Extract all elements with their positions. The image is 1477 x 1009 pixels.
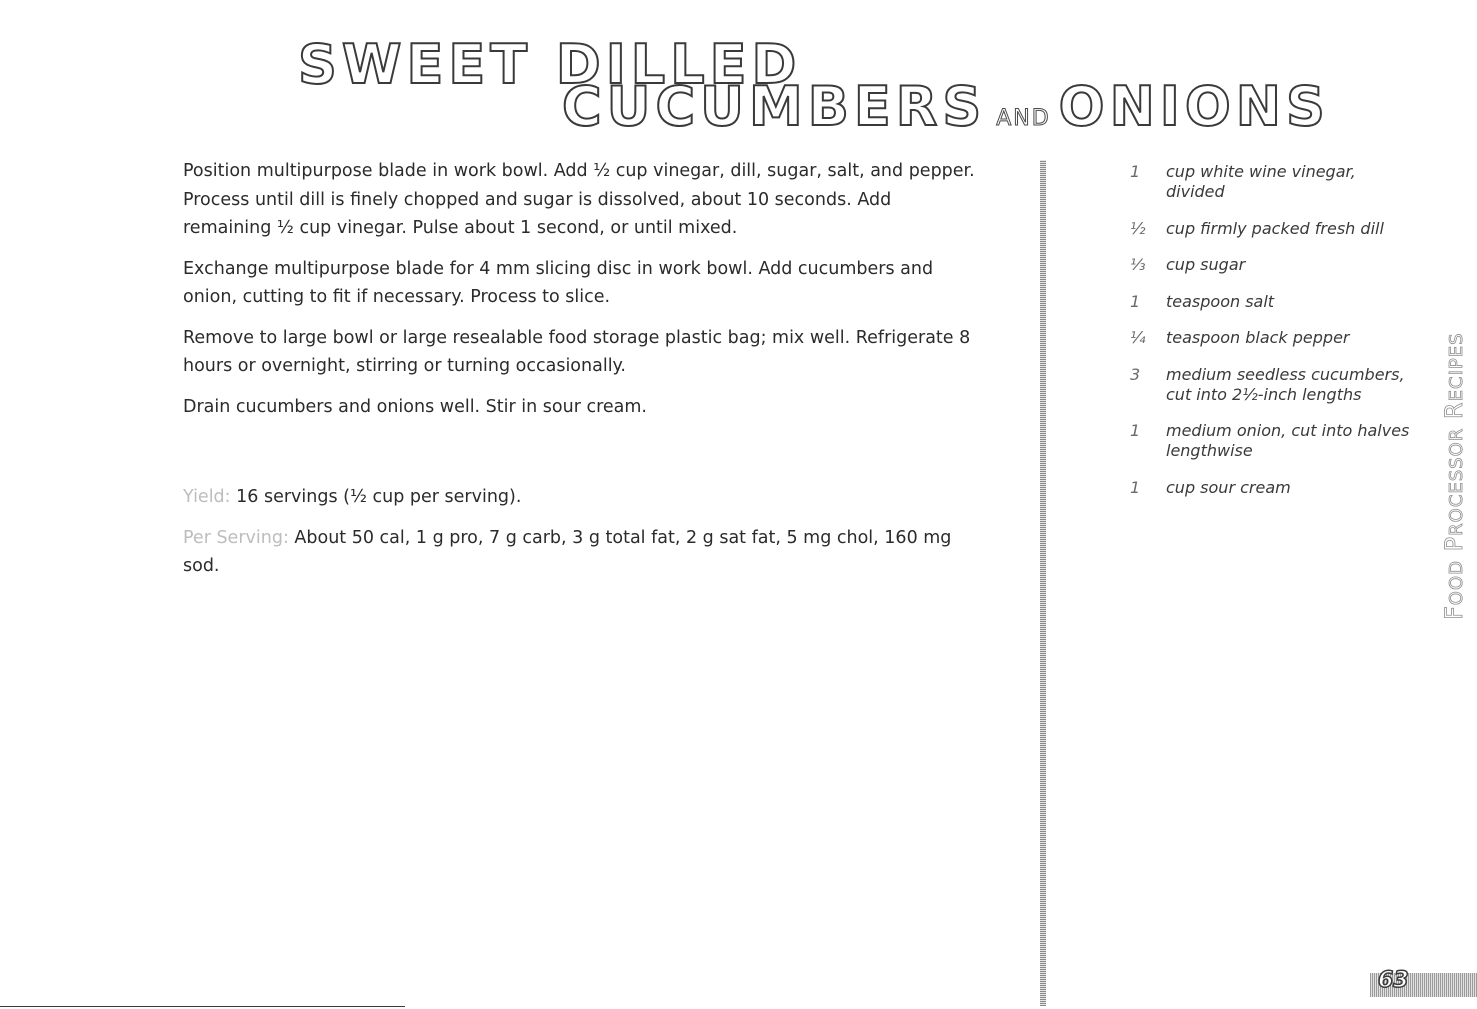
yield-line	[183, 483, 983, 512]
nutrition-info	[183, 483, 983, 593]
ingredient-item	[1108, 292, 1418, 312]
method-step-1: Position multipurpose blade in work bowl. Add ½ cup vinegar, dill, sugar, salt, and pepper. Process until dill is finely chopped and sugar is dissolved, about 10 seconds. Add remaining ½ cup vinegar. Pulse about 1 second, or until mixed.	[183, 161, 975, 238]
side-label-processor-initial: P	[1440, 535, 1468, 552]
per-serving-label: Per Serving:	[183, 527, 289, 548]
ingredient-item	[1108, 162, 1418, 202]
section-side-label	[1442, 332, 1466, 620]
method-step-3: Remove to large bowl or large resealable food storage plastic bag; mix well. Refrigerate 8 hours or overnight, stirring or turning occasionally.	[183, 327, 971, 376]
title-line-2	[562, 75, 1330, 138]
title-text-sweet-dilled: SWEET DILLED	[298, 33, 802, 96]
column-divider	[1040, 160, 1046, 1006]
ingredient-text: medium onion, cut into halves lengthwise	[1166, 421, 1410, 460]
ingredient-text: medium seedless cucumbers, cut into 2½-inch lengths	[1166, 364, 1405, 404]
method-step-2: Exchange multipurpose blade for 4 mm slicing disc in work bowl. Add cucumbers and onion, cutting to fit if necessary. Process to slice.	[183, 258, 934, 307]
ingredient-text: teaspoon black pepper	[1166, 328, 1350, 347]
page-number: 63	[1378, 968, 1409, 993]
ingredient-item	[1108, 478, 1418, 498]
method-step-4: Drain cucumbers and onions well. Stir in sour cream.	[183, 396, 647, 417]
ingredient-quantity: 1	[1130, 162, 1141, 181]
ingredient-quantity: 1	[1130, 477, 1141, 497]
ingredient-text: cup sugar	[1166, 255, 1246, 274]
ingredient-text: cup white wine vinegar, divided	[1166, 162, 1356, 201]
ingredient-list	[1108, 162, 1418, 514]
side-label-recipes-rest: ECIPES	[1446, 332, 1467, 402]
ingredient-quantity: 3	[1130, 364, 1141, 384]
ingredient-quantity: ¼	[1130, 328, 1146, 347]
title-text-onions: ONIONS	[1058, 75, 1330, 138]
side-label-food-rest: OOD	[1446, 559, 1467, 606]
ingredient-quantity: 1	[1130, 291, 1141, 311]
title-text-cucumbers: CUCUMBERS	[562, 75, 987, 138]
side-label-food-initial: F	[1440, 605, 1468, 620]
ingredient-item	[1108, 219, 1418, 239]
yield-label: Yield:	[183, 487, 231, 507]
title-text-and: AND	[996, 106, 1051, 131]
ingredient-quantity: 1	[1130, 421, 1141, 440]
per-serving-text: About 50 cal, 1 g pro, 7 g carb, 3 g total fat, 2 g sat fat, 5 mg chol, 160 mg sod.	[183, 527, 952, 576]
ingredient-text: cup firmly packed fresh dill	[1166, 218, 1384, 238]
ingredient-text: teaspoon salt	[1166, 291, 1275, 311]
ingredient-item	[1108, 421, 1418, 461]
ingredient-quantity: ½	[1130, 218, 1146, 238]
ingredient-item	[1108, 365, 1418, 405]
footer-rule	[0, 1006, 405, 1007]
ingredient-quantity: ⅓	[1130, 255, 1146, 274]
ingredient-text: cup sour cream	[1166, 477, 1291, 497]
yield-text: 16 servings (½ cup per serving).	[236, 487, 522, 507]
ingredient-item	[1108, 255, 1418, 275]
side-label-recipes-initial: R	[1440, 401, 1468, 420]
side-label-processor-rest: ROCESSOR	[1446, 427, 1467, 536]
ingredient-item	[1108, 328, 1418, 348]
per-serving-line	[183, 524, 983, 581]
method-steps	[183, 157, 983, 433]
